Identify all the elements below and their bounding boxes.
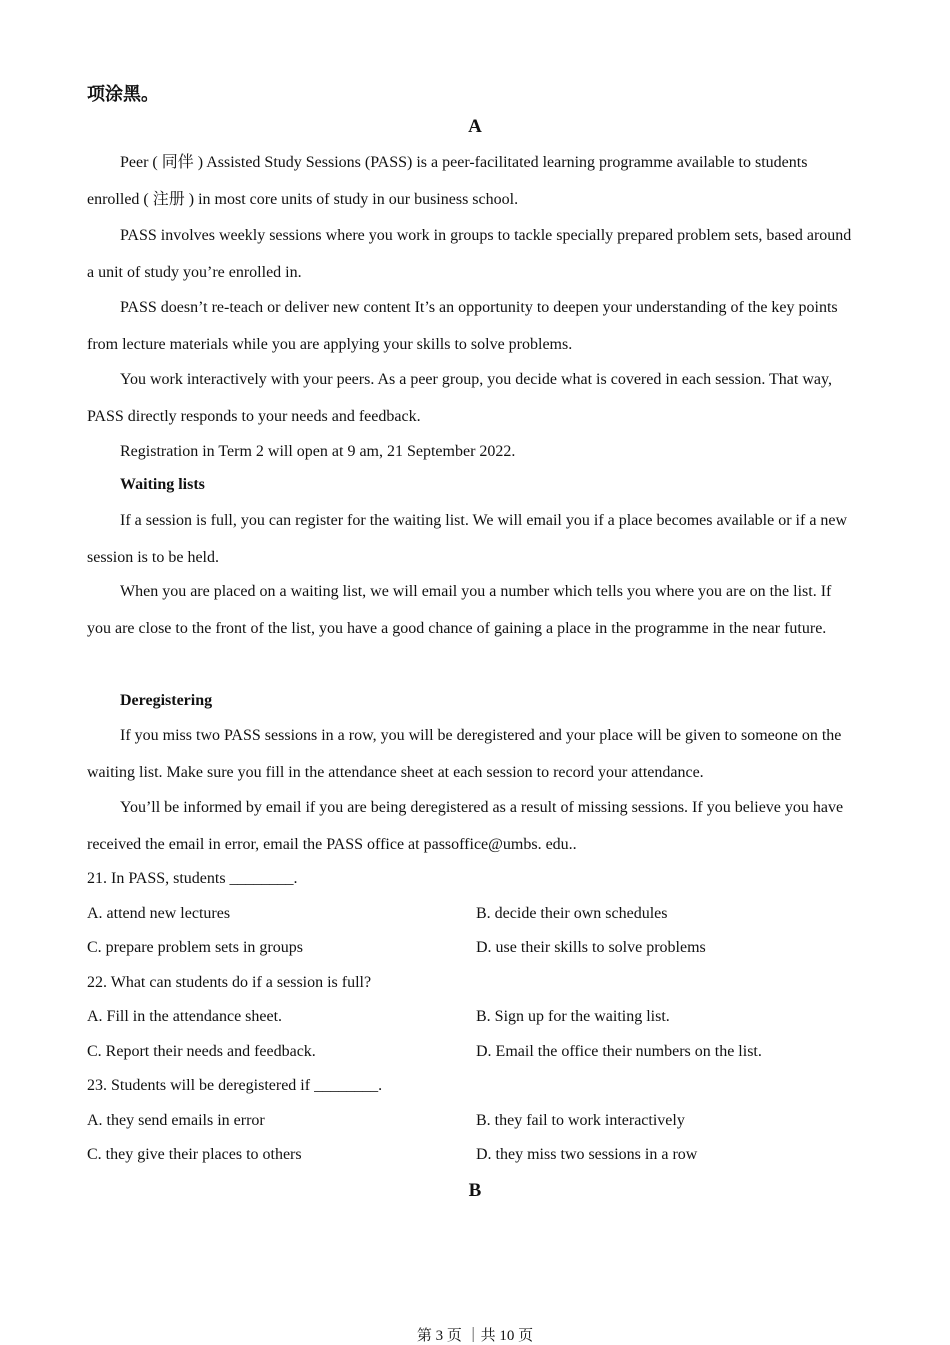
q22-option-b: B. Sign up for the waiting list. bbox=[476, 1008, 670, 1025]
q23-option-b: B. they fail to work interactively bbox=[476, 1112, 685, 1129]
q22-option-c: C. Report their needs and feedback. bbox=[87, 1043, 316, 1060]
q21-option-b: B. decide their own schedules bbox=[476, 905, 668, 922]
passage-a-title: A bbox=[468, 116, 482, 137]
q22-option-a: A. Fill in the attendance sheet. bbox=[87, 1008, 283, 1025]
intro-text: 项涂黑。 bbox=[87, 84, 159, 105]
heading-waiting-lists: Waiting lists bbox=[120, 476, 205, 493]
question-23: 23. Students will be deregistered if ________. bbox=[87, 1077, 383, 1094]
q23-option-a: A. they send emails in error bbox=[87, 1112, 265, 1129]
q23-option-d: D. they miss two sessions in a row bbox=[476, 1146, 698, 1163]
q21-option-a: A. attend new lectures bbox=[87, 905, 231, 922]
paragraph-dereg-miss: If you miss two PASS sessions in a row, you will be deregistered and your place will be given to someone on the waiting list. Make sure you fill in the attendance sheet at each session to record your attendance. bbox=[87, 727, 842, 781]
q23-option-c: C. they give their places to others bbox=[87, 1146, 302, 1163]
paragraph-interactive: You work interactively with your peers. As a peer group, you decide what is covered in each session. That way, PASS directly responds to your needs and feedback. bbox=[87, 371, 832, 425]
passage-b-title: B bbox=[468, 1180, 482, 1201]
question-22: 22. What can students do if a session is full? bbox=[87, 974, 372, 991]
paragraph-peer: Peer ( 同伴 ) Assisted Study Sessions (PASS) is a peer-facilitated learning programme available to students enrolled ( 注册 ) in most core units of study in our business school. bbox=[87, 154, 808, 208]
paragraph-waiting-number: When you are placed on a waiting list, we will email you a number which tells you where you are on the list. If you are close to the front of the list, you have a good chance of gaining a place in the programme in the near future. bbox=[87, 583, 832, 637]
q22-option-d: D. Email the office their numbers on the list. bbox=[476, 1043, 762, 1060]
paragraph-sessions: PASS involves weekly sessions where you work in groups to tackle specially prepared problem sets, based around a unit of study you’re enrolled in. bbox=[87, 227, 852, 281]
heading-deregistering: Deregistering bbox=[120, 692, 213, 709]
q21-option-d: D. use their skills to solve problems bbox=[476, 939, 706, 956]
paragraph-content: PASS doesn’t re-teach or deliver new content It’s an opportunity to deepen your understanding of the key points from lecture materials while you are applying your skills to solve problems. bbox=[87, 299, 838, 353]
paragraph-registration: Registration in Term 2 will open at 9 am, 21 September 2022. bbox=[120, 443, 516, 460]
question-21: 21. In PASS, students ________. bbox=[87, 870, 298, 887]
paragraph-waiting-full: If a session is full, you can register for the waiting list. We will email you if a place becomes available or if a new session is to be held. bbox=[87, 512, 848, 566]
page-footer: 第 3 页 ｜共 10 页 bbox=[416, 1328, 534, 1344]
paragraph-dereg-email: You’ll be informed by email if you are being deregistered as a result of missing sessions. If you believe you have received the email in error, email the PASS office at passoffice@umbs. edu.. bbox=[87, 799, 844, 853]
q21-option-c: C. prepare problem sets in groups bbox=[87, 939, 303, 956]
